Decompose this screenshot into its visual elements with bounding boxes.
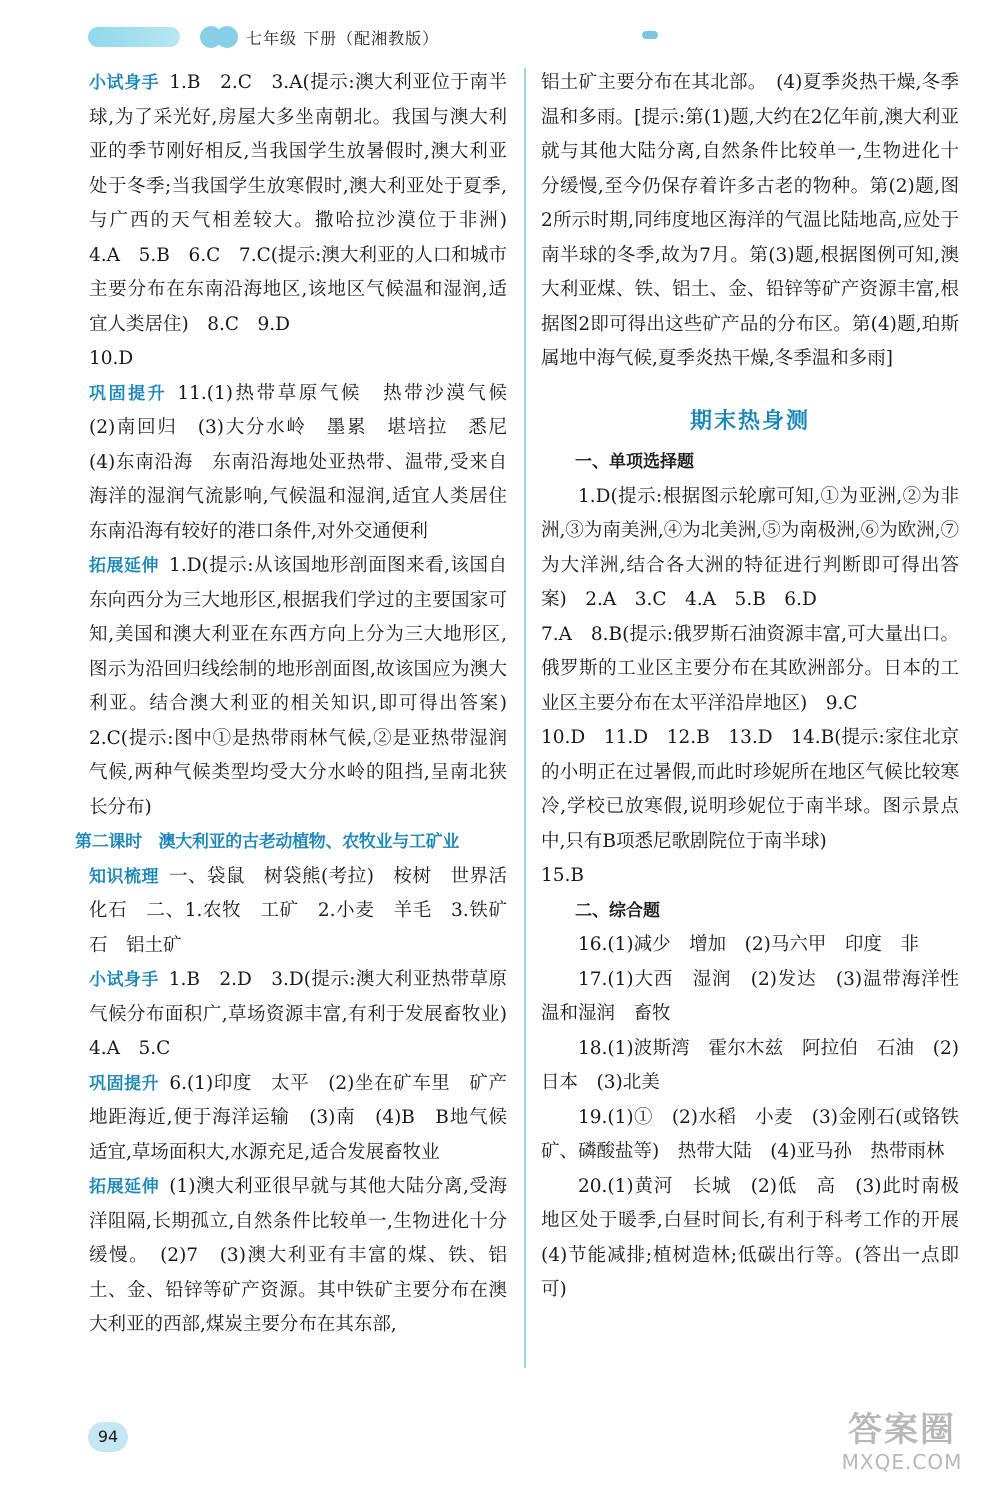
block-label: 小试身手 [89, 970, 159, 990]
answer-block [89, 66, 526, 342]
answer-item: 17.(1)大西 湿润 (2)发达 (3)温带海洋性 温和湿润 畜牧 [541, 968, 978, 1024]
block-text: 1.B 2.C 3.A(提示:澳大利亚位于南半球,为了采光好,房屋大多坐南朝北。我国与澳大利亚的季节刚好相反,当我国学生放暑假时,澳大利亚处于冬季;当我国学生放寒假时,澳大利亚处于夏季,与广西的天气相差较大。撒哈拉沙漠位于非洲) 4.A 5.B 6.C 7.C(提示:澳大利亚的人口和城市主要分布在东南沿海地区,该地区气候温和湿润,适宜人类居住) 8.C 9.D [89, 72, 526, 335]
answer-item: 7.A 8.B(提示:俄罗斯石油资源丰富,可大量出口。俄罗斯的工业区主要分布在其欧洲部分。日本的工业区主要分布在太平洋沿岸地区) 9.C [541, 623, 959, 714]
header-decoration-dot [642, 31, 658, 39]
answer-block [89, 1067, 507, 1171]
watermark [812, 1410, 992, 1480]
block-label: 巩固提升 [89, 1073, 160, 1094]
answer-item: 16.(1)减少 增加 (2)马六甲 印度 非 [578, 934, 919, 955]
block-text: 1.D(提示:从该国地形剖面图来看,该国自东向西分为三大地形区,根据我们学过的主要国家可知,美国和澳大利亚在东西方向上分为三大地形区,图示为沿回归线绘制的地形剖面图,故该国应为澳大利亚。结合澳大利亚的相关知识,即可得出答案) 2.C(提示:图中①是热带雨林气候,②是亚热带湿润气候,两种气候类型均受大分水岭的阻挡,呈南北狭长分布) [89, 555, 526, 818]
block-text: 一、袋鼠 树袋熊(考拉) 桉树 世界活化石 二、1.农牧 工矿 2.小麦 羊毛 3.铁矿石 铝土矿 [89, 865, 508, 956]
answer-block [89, 860, 507, 964]
answer-item: 10.D 11.D 12.B 13.D 14.B(提示:家住北京的小明正在过暑假,而此时珍妮所在地区气候比较寒冷,学校已放寒假,说明珍妮位于南半球。图示景点中,只有B项悉尼歌剧院位于南半球) [541, 727, 959, 852]
answer-item: 20.(1)黄河 长城 (2)低 高 (3)此时南极地区处于暖季,白昼时间长,有利于科考工作的开展 (4)节能减排;植树造林;低碳出行等。(答出一点即可) [541, 1175, 978, 1300]
answer-block [89, 963, 526, 1067]
answer-block [89, 549, 526, 825]
watermark-sub: MXQE.COM [841, 1450, 963, 1474]
continued-answer: 铝土矿主要分布在其北部。 (4)夏季炎热干燥,冬季温和多雨。[提示:第(1)题,大约在2亿年前,澳大利亚就与其他大陆分离,自然条件比较单一,生物进化十分缓慢,至今仍保存着许多古老的物种。第(2)题,图2所示时期,同纬度地区海洋的气温比陆地高,应处于南半球的冬季,故为7月。第(3)题,根据图例可知,澳大利亚煤、铁、铝土、金、铅锌等矿产资源丰富,根据图2即可得出这些矿产品的分布区。第(4)题,珀斯属地中海气候,夏季炎热干燥,冬季温和多雨] [541, 72, 959, 369]
lesson-title: 第二课时 澳大利亚的古老动植物、农牧业与工矿业 [75, 832, 460, 852]
subsection-heading: 二、综合题 [575, 900, 660, 921]
block-label: 巩固提升 [89, 383, 168, 404]
answer-block-tail: 10.D [89, 348, 134, 369]
right-column [541, 66, 978, 1308]
answer-item: 19.(1)① (2)水稻 小麦 (3)金刚石(或铬铁矿、磷酸盐等) 热带大陆 (4)亚马孙 热带雨林 [541, 1106, 959, 1162]
header-decoration-circles [200, 26, 238, 48]
watermark-main: 答案圈 [848, 1410, 956, 1450]
subsection-heading: 一、单项选择题 [575, 452, 694, 472]
answer-block [89, 377, 526, 550]
block-text: 6.(1)印度 太平 (2)坐在矿车里 矿产地距海近,便于海洋运输 (3)南 (4)B B地气候适宜,草场面积大,水源充足,适合发展畜牧业 [89, 1072, 507, 1163]
block-label: 小试身手 [89, 73, 160, 93]
lesson-heading [75, 825, 507, 860]
column-divider [524, 68, 526, 1368]
answer-item: 18.(1)波斯湾 霍尔木兹 阿拉伯 石油 (2)日本 (3)北美 [541, 1037, 959, 1093]
block-label: 拓展延伸 [89, 556, 160, 576]
answer-block [89, 1170, 507, 1343]
section-title: 期末热身测 [689, 408, 810, 434]
block-label: 拓展延伸 [89, 1177, 160, 1197]
header-decoration-bar [88, 27, 180, 47]
left-column [75, 66, 526, 1343]
block-text: (1)澳大利亚很早就与其他大陆分离,受海洋阻隔,长期孤立,自然条件比较单一,生物进化十分缓慢。 (2)7 (3)澳大利亚有丰富的煤、铁、铝土、金、铅锌等矿产资源。其中铁矿主要分布在澳大利亚的西部,煤炭主要分布在其东部, [89, 1176, 508, 1335]
page-number: 94 [88, 1422, 128, 1452]
block-label: 知识梳理 [89, 866, 160, 887]
header-title: 七年级 下册（配湘教版） [246, 29, 440, 48]
answer-item: 1.D(提示:根据图示轮廓可知,①为亚洲,②为非洲,③为南美洲,④为北美洲,⑤为南极洲,⑥为欧洲,⑦为大洋洲,结合各大洲的特征进行判断即可得出答案) 2.A 3.C 4.A 5.B 6.D [541, 485, 959, 610]
block-text: 1.B 2.D 3.D(提示:澳大利亚热带草原气候分布面积广,草场资源丰富,有利于发展畜牧业) 4.A 5.C [89, 969, 526, 1059]
block-text: 11.(1)热带草原气候 热带沙漠气候 (2)南回归 (3)大分水岭 墨累 堪培拉 悉尼 (4)东南沿海 东南沿海地处亚热带、温带,受来自海洋的湿润气流影响,气候温和湿润,适宜人类居住 东南沿海有较好的港口条件,对外交通便利 [89, 382, 526, 542]
answer-item: 15.B [541, 865, 585, 886]
